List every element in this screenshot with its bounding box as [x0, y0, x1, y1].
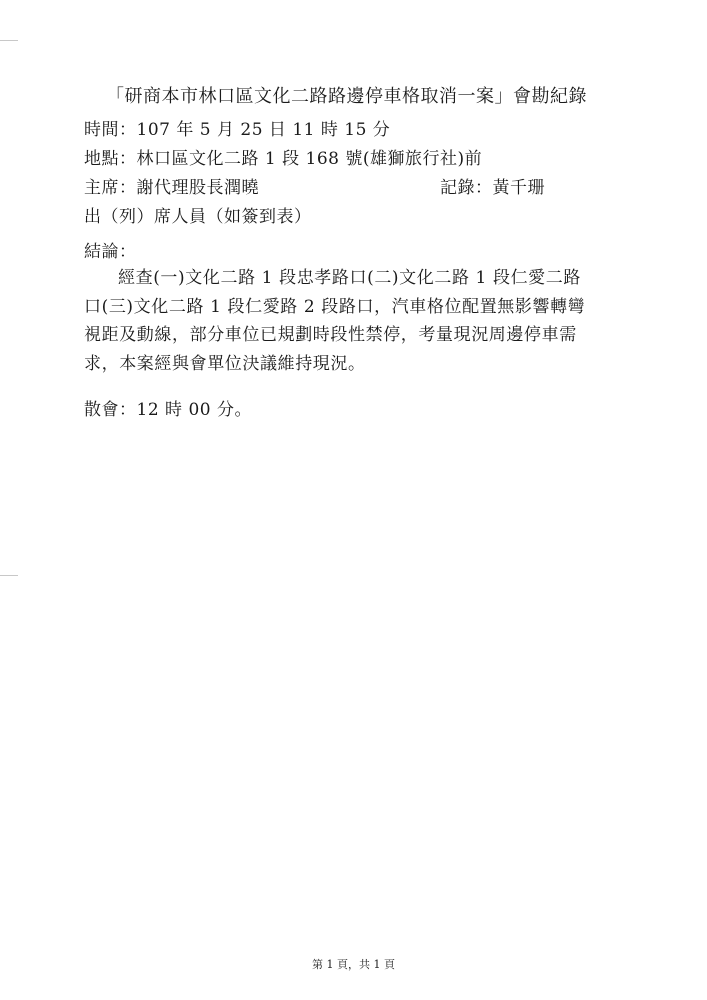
conclusion-line: 經查(一)文化二路 1 段忠孝路口(二)文化二路 1 段仁愛二路	[118, 268, 581, 288]
meeting-recorder: 記錄：黃千珊	[440, 178, 545, 198]
scan-mark	[0, 575, 18, 576]
conclusion-heading: 結論：	[84, 242, 137, 262]
scan-mark	[0, 40, 18, 41]
adjourn-time: 散會：12 時 00 分。	[84, 400, 252, 420]
meeting-place: 地點：林口區文化二路 1 段 168 號(雄獅旅行社)前	[84, 149, 483, 169]
chair-row	[84, 176, 604, 200]
meeting-chair: 主席：謝代理股長潤曉	[84, 178, 259, 198]
conclusion-paragraph	[84, 264, 624, 378]
attendees: 出（列）席人員（如簽到表）	[84, 207, 312, 227]
meeting-time: 時間：107 年 5 月 25 日 11 時 15 分	[84, 120, 391, 140]
page-footer: 第 1 頁，共 1 頁	[312, 958, 395, 971]
conclusion-line: 口(三)文化二路 1 段仁愛路 2 段路口，汽車格位配置無影響轉彎	[84, 296, 586, 317]
document-title: 「研商本市林口區文化二路路邊停車格取消一案」會勘紀錄	[106, 86, 587, 107]
conclusion-line: 求，本案經與會單位決議維持現況。	[84, 353, 366, 374]
conclusion-line: 視距及動線，部分車位已規劃時段性禁停，考量現況周邊停車需	[84, 325, 577, 345]
